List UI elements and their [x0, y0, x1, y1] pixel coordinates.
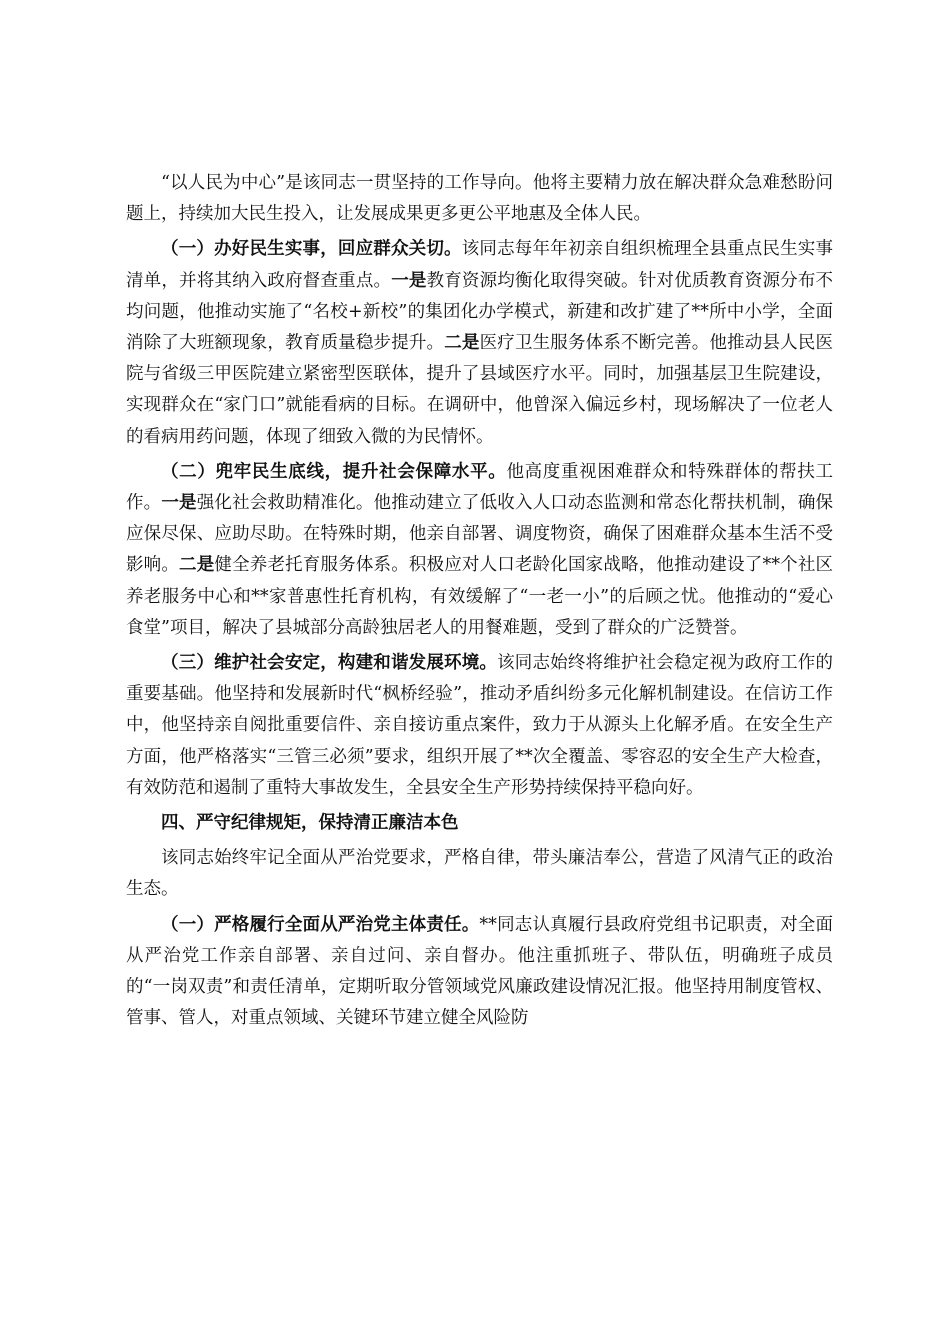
paragraph-chapter-intro — [126, 843, 833, 905]
paragraph-section-2 — [126, 457, 833, 644]
chapter-heading — [126, 808, 833, 839]
paragraph-text: 健全养老托育服务体系。积极应对人口老龄化国家战略，他推动建设了**个社区养老服务中心和**家普惠性托育机构，有效缓解了“一老一小”的后顾之忧。他推动的“爱心食堂”项目，解决了县城部分高龄独居老人的用餐难题，受到了群众的广泛赞誉。 — [126, 555, 834, 638]
point-label: 一是 — [161, 493, 197, 514]
paragraph-text: “以人民为中心”是该同志一贯坚持的工作导向。他将主要精力放在解决群众急难愁盼问题上，持续加大民生投入，让发展成果更多更公平地惠及全体人民。 — [126, 173, 833, 225]
paragraph-intro — [126, 168, 833, 230]
point-label: 二是 — [444, 333, 480, 354]
paragraph-section-4-1 — [126, 910, 833, 1035]
point-label: 二是 — [179, 555, 215, 576]
paragraph-section-3 — [126, 648, 833, 804]
section-heading: （三）维护社会安定，构建和谐发展环境。 — [161, 653, 498, 674]
paragraph-text: 教育资源均衡化取得突破。针对优质教育资源分布不均问题，他推动实施了“名校+新校”的集团化办学模式，新建和改扩建了**所中小学，全面消除了大班额现象，教育质量稳步提升。 — [126, 270, 834, 354]
paragraph-text: 该同志始终将维护社会稳定视为政府工作的重要基础。他坚持和发展新时代“枫桥经验”，推动矛盾纠纷多元化解机制建设。在信访工作中，他坚持亲自阅批重要信件、亲自接访重点案件，致力于从源头上化解矛盾。在安全生产方面，他严格落实“三管三必须”要求，组织开展了**次全覆盖、零容忍的安全生产大检查，有效防范和遏制了重特大事故发生，全县安全生产形势持续保持平稳向好。 — [126, 653, 833, 798]
paragraph-text: 该同志每年年初亲自组织梳理全县重点民生实事清单，并将其纳入政府督查重点。 — [126, 239, 834, 291]
paragraph-section-1 — [126, 234, 833, 452]
chapter-heading-text: 四、严守纪律规矩，保持清正廉洁本色 — [161, 813, 459, 834]
section-heading: （一）办好民生实事，回应群众关切。 — [161, 239, 462, 260]
section-heading: （二）兜牢民生底线，提升社会保障水平。 — [161, 461, 507, 482]
paragraph-text: 他高度重视困难群众和特殊群体的帮扶工作。 — [126, 461, 834, 514]
paragraph-text: **同志认真履行县政府党组书记职责，对全面从严治党工作亲自部署、亲自过问、亲自督办。他注重抓班子、带队伍，明确班子成员的“一岗双责”和责任清单，定期听取分管领域党风廉政建设情况汇报。他坚持用制度管权、管事、管人，对重点领域、关键环节建立健全风险防 — [126, 914, 833, 1029]
paragraph-text: 强化社会救助精准化。他推动建立了低收入人口动态监测和常态化帮扶机制，确保应保尽保、应助尽助。在特殊时期，他亲自部署、调度物资，确保了困难群众基本生活不受影响。 — [126, 493, 833, 576]
document-page — [126, 168, 833, 1034]
paragraph-text: 医疗卫生服务体系不断完善。他推动县人民医院与省级三甲医院建立紧密型医联体，提升了县域医疗水平。同时，加强基层卫生院建设，实现群众在“家门口”就能看病的目标。在调研中，他曾深入偏远乡村，现场解决了一位老人的看病用药问题，体现了细致入微的为民情怀。 — [126, 333, 834, 447]
paragraph-text: 该同志始终牢记全面从严治党要求，严格自律，带头廉洁奉公，营造了风清气正的政治生态。 — [126, 848, 833, 900]
point-label: 一是 — [391, 270, 427, 291]
section-heading: （一）严格履行全面从严治党主体责任。 — [161, 914, 480, 935]
